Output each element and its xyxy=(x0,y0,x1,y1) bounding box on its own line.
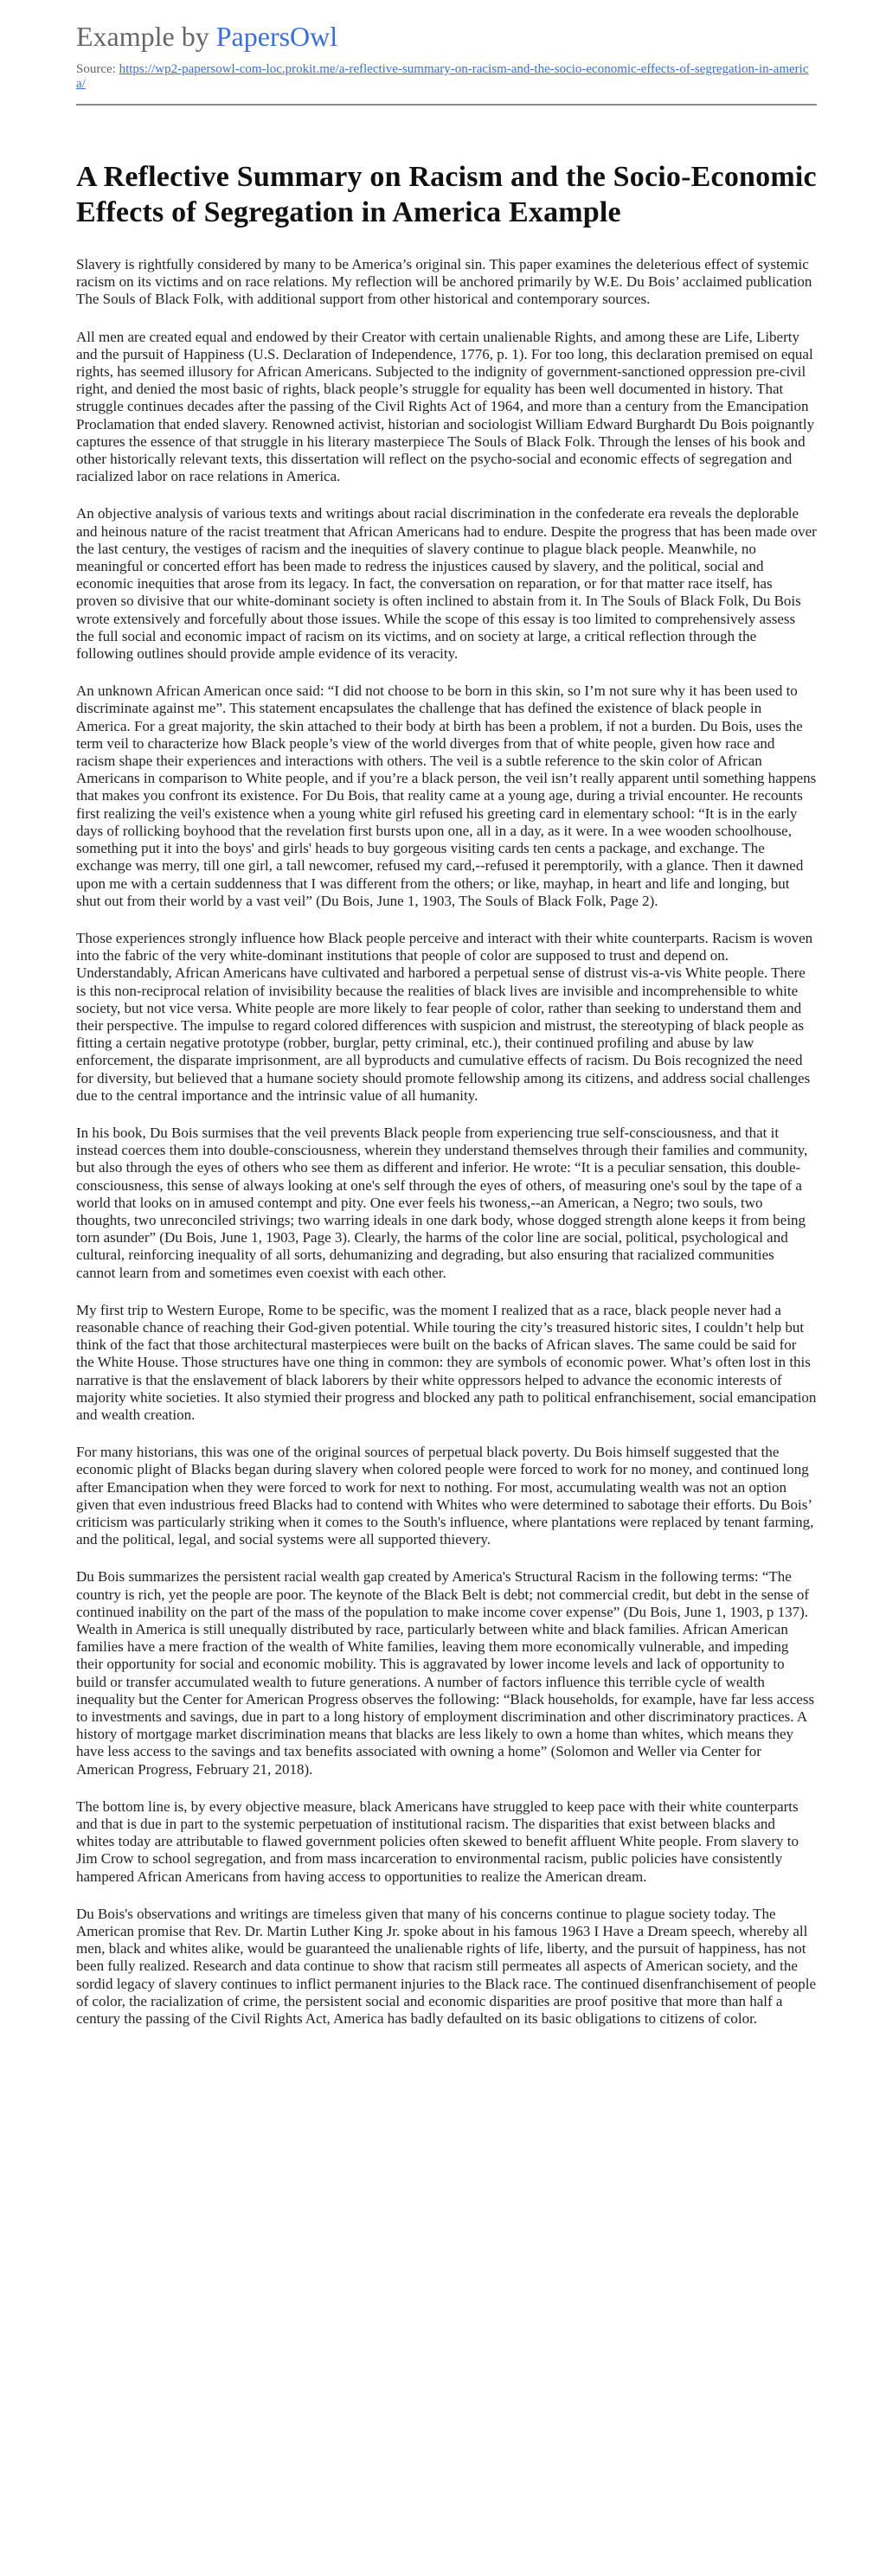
brand-line xyxy=(76,19,817,54)
article-paragraph: For many historians, this was one of the original sources of perpetual black poverty. Du Bois himself suggested that the economic plight of Blacks began during slavery when colored people were forced to work for no money, and continued long after Emancipation when they were forced to work for next to nothing. For most, accumulating wealth was not an option given that even industrious freed Blacks had to contend with Whites who were determined to sabotage their efforts. Du Bois’ criticism was particularly striking when it comes to the South's influence, where plantations were replaced by tenant farming, and the political, legal, and social systems were all supported thievery. xyxy=(76,1444,814,1548)
article-paragraph: Slavery is rightfully considered by many to be America’s original sin. This paper examines the deleterious effect of systemic racism on its victims and on race relations. My reflection will be anchored primarily by W.E. Du Bois’ acclaimed publication The Souls of Black Folk, with additional support from other historical and contemporary sources. xyxy=(76,256,812,308)
article-paragraph: In his book, Du Bois surmises that the veil prevents Black people from experiencing true self-consciousness, and that it instead coerces them into double-consciousness, wherein they understand themselves through their families and community, but also through the eyes of others who see them as different and inferior. He wrote: “It is a peculiar sensation, this double-consciousness, this sense of always looking at one's self through the eyes of others, of measuring one's soul by the tape of a world that looks on in amused contempt and pity. One ever feels his twoness,--an American, a Negro; two souls, two thoughts, two unreconciled strivings; two warring ideals in one dark body, whose dogged strength alone keeps it from being torn asunder” (Du Bois, June 1, 1903, Page 3). Clearly, the harms of the color line are social, political, psychological and cultural, reinforcing inequality of all sorts, dehumanizing and degrading, but also ensuring that racialized communities cannot learn from and sometimes even coexist with each other. xyxy=(76,1124,808,1281)
article-paragraph: Those experiences strongly influence how Black people perceive and interact with their white counterparts. Racism is woven into the fabric of the very white-dominant institutions that people of color are supposed to trust and depend on. Understandably, African Americans have cultivated and harbored a perpetual sense of distrust vis-a-vis White people. There is this non-reciprocal relation of invisibility because the realities of black lives are invisible and incomprehensible to white society, but not vice versa. White people are more likely to fear people of color, rather than seeking to understand them and their perspective. The impulse to regard colored differences with suspicion and mistrust, the stereotyping of black people as fitting a certain negative prototype (robber, burglar, petty criminal, etc.), their continued profiling and abuse by law enforcement, the disparate imprisonment, are all byproducts and cumulative effects of racism. Du Bois recognized the need for diversity, but believed that a humane society should promote fellowship among its citizens, and address social challenges due to the central importance and the intrinsic value of all humanity. xyxy=(76,929,813,1104)
source-label: Source: xyxy=(76,62,119,76)
brand-prefix: Example by xyxy=(76,21,216,52)
source-line xyxy=(76,62,817,92)
article-paragraph: Du Bois summarizes the persistent racial wealth gap created by America's Structural Racism in the following terms: “The country is rich, yet the people are poor. The keynote of the Black Belt is debt; not commercial credit, but debt in the sense of continued inability on the part of the mass of the population to make income cover expense” (Du Bois, June 1, 1903, p 137). Wealth in America is still unequally distributed by race, particularly between white and black families. African American families have a mere fraction of the wealth of White families, leaving them more economically vulnerable, and impeding their opportunity for social and economic mobility. This is aggravated by lower income levels and lack of opportunity to build or transfer accumulated wealth to future generations. A number of factors influence this terrible cycle of wealth inequality but the Center for American Progress observes the following: “Black households, for example, have far less access to investments and savings, due in part to a long history of employment discrimination and other discriminatory practices. A history of mortgage market discrimination means that blacks are less likely to own a home than whites, which means they have less access to the savings and tax benefits associated with owning a home” (Solomon and Weller via Center for American Progress, February 21, 2018). xyxy=(76,1568,815,1778)
brand-link[interactable]: PapersOwl xyxy=(215,21,338,52)
article-title: A Reflective Summary on Racism and the Socio-Economic Effects of Segregation in America Example xyxy=(76,161,817,228)
article-paragraph: My first trip to Western Europe, Rome to be specific, was the moment I realized that as a race, black people never had a reasonable chance of reaching their God-given potential. While touring the city’s treasured historic sites, I couldn’t help but think of the fact that those architectural masterpieces were built on the backs of African slaves. The same could be said for the White House. Those structures have one thing in common: they are symbols of economic power. What’s often lost in this narrative is that the enslavement of black laborers by their white oppressors helped to advance the economic interests of majority white societies. It also stymied their progress and blocked any path to political enfranchisement, social emancipation and wealth creation. xyxy=(76,1301,817,1423)
article-paragraph: Du Bois's observations and writings are timeless given that many of his concerns continue to plague society today. The American promise that Rev. Dr. Martin Luther King Jr. spoke about in his famous 1963 I Have a Dream speech, whereby all men, black and whites alike, would be guaranteed the unalienable rights of life, liberty, and the pursuit of happiness, has not been fully realized. Research and data continue to show that racism still permeates all aspects of American society, and the sordid legacy of slavery continues to inflict permanent injuries to the Black race. The continued disenfranchisement of people of color, the racialization of crime, the persistent social and economic disparities are proof positive that more than half a century the passing of the Civil Rights Act, America has badly defaulted on its basic obligations to citizens of color. xyxy=(76,1905,817,2028)
article-paragraph: An objective analysis of various texts and writings about racial discrimination in the confederate era reveals the deplorable and heinous nature of the racist treatment that African Americans had to endure. Despite the progress that has been made over the last century, the vestiges of racism and the inequities of slavery continue to plague black people. Meanwhile, no meaningful or concerted effort has been made to redress the injustices caused by slavery, and the political, social and economic inequities that arose from its legacy. In fact, the conversation on reparation, or for that matter race itself, has proven so divisive that our white-dominant society is often inclined to abstain from it. In The Souls of Black Folk, Du Bois wrote extensively and forcefully about those issues. While the scope of this essay is too limited to comprehensively assess the full social and economic impact of racism on its victims, and on society at large, a critical reflection through the following outlines should provide ample evidence of its veracity. xyxy=(76,505,817,663)
article-paragraph: An unknown African American once said: “I did not choose to be born in this skin, so I’m not sure why it has been used to discriminate against me”. This statement encapsulates the challenge that has defined the existence of black people in America. For a great majority, the skin attached to their body at birth has been a problem, if not a burden. Du Bois, uses the term veil to characterize how Black people’s view of the world diverges from that of white people, given how race and racism shape their experiences and interactions with others. The veil is a subtle reference to the skin color of African Americans in comparison to White people, and if you’re a black person, the veil isn’t really apparent until something happens that makes you confront its existence. For Du Bois, that reality came at a young age, during a trivial encounter. He recounts first realizing the veil's existence when a young white girl refused his greeting card in elementary school: “It is in the early days of rollicking boyhood that the revelation first bursts upon one, all in a day, as it were. In a wee wooden schoolhouse, something put it into the boys' and girls' heads to buy gorgeous visiting cards ten cents a package, and exchange. The exchange was merry, till one girl, a tall newcomer, refused my card,--refused it peremptorily, with a glance. Then it dawned upon me with a certain suddenness that I was different from the others; or like, mayhap, in heart and life and longing, but shut out from their world by a vast veil” (Du Bois, June 1, 1903, The Souls of Black Folk, Page 2). xyxy=(76,682,817,909)
article-paragraph: All men are created equal and endowed by their Creator with certain unalienable Rights, and among these are Life, Liberty and the pursuit of Happiness (U.S. Declaration of Independence, 1776, p. 1). For too long, this declaration premised on equal rights, has seemed illusory for African Americans. Subjected to the indignity of government-sanctioned oppression pre-civil right, and denied the most basic of rights, black people’s struggle for equality has been well documented in history. That struggle continues decades after the passing of the Civil Rights Act of 1964, and more than a century from the Emancipation Proclamation that ended slavery. Renowned activist, historian and sociologist William Edward Burghardt Du Bois poignantly captures the essence of that struggle in his literary masterpiece The Souls of Black Folk. Through the lenses of his book and other historically relevant texts, this dissertation will reflect on the psycho-social and economic effects of segregation and racialized labor on race relations in America. xyxy=(76,328,815,485)
header-divider xyxy=(76,104,817,106)
source-link[interactable]: https://wp2-papersowl-com-loc.prokit.me/a-reflective-summary-on-racism-and-the-socio-economic-effects-of-segregation-in-america/ xyxy=(76,62,809,91)
article-paragraph: The bottom line is, by every objective measure, black Americans have struggled to keep pace with their white counterparts and that is due in part to the systemic perpetuation of institutional racism. The disparities that exist between blacks and whites today are attributable to flawed government policies often skewed to benefit affluent White people. From slavery to Jim Crow to school segregation, and from mass incarceration to environmental racism, public policies have consistently hampered African Americans from having access to opportunities to realize the American dream. xyxy=(76,1797,799,1885)
page-header xyxy=(76,19,817,106)
article xyxy=(76,159,817,2028)
